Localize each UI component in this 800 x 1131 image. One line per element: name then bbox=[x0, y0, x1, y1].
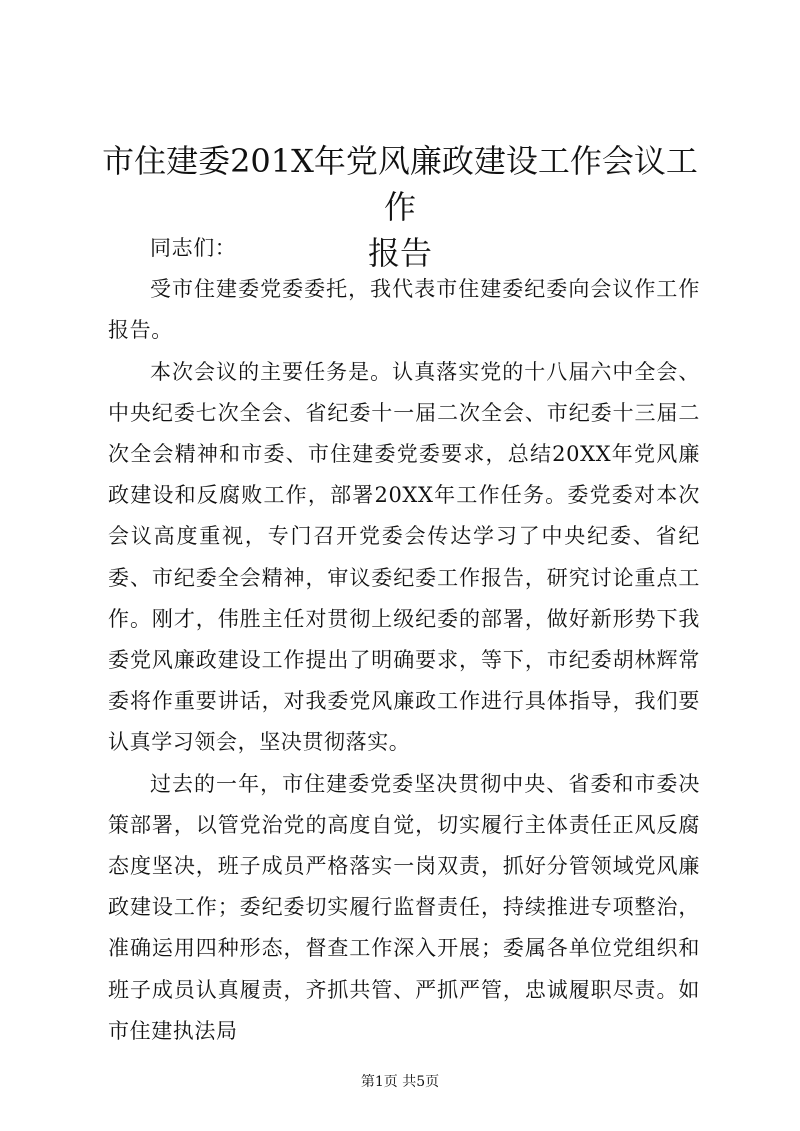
salutation: 同志们： bbox=[150, 236, 237, 260]
document-body bbox=[108, 228, 700, 1052]
paragraph: 过去的一年，市住建委党委坚决贯彻中央、省委和市委决策部署，以管党治党的高度自觉，切实履行主体责任正风反腐态度坚决，班子成员严格落实一岗双责，抓好分管领域党风廉政建设工作；委纪委切实履行监督责任，持续推进专项整治，准确运用四种形态，督查工作深入开展；委属各单位党组织和班子成员认真履责，齐抓共管、严抓严管，忠诚履职尽责。如市住建执法局 bbox=[108, 771, 700, 1043]
page-number: 第1页 共5页 bbox=[360, 1074, 440, 1090]
paragraph: 本次会议的主要任务是。认真落实党的十八届六中全会、中央纪委七次全会、省纪委十一届二次全会、市纪委十三届二次全会精神和市委、市住建委党委要求，总结20XX年党风廉政建设和反腐败工作，部署20XX年工作任务。委党委对本次会议高度重视，专门召开党委会传达学习了中央纪委、省纪委、市纪委全会精神，审议委纪委工作报告，研究讨论重点工作。刚才，伟胜主任对贯彻上级纪委的部署，做好新形势下我委党风廉政建设工作提出了明确要求，等下，市纪委胡林辉常委将作重要讲话，对我委党风廉政工作进行具体指导，我们要认真学习领会，坚决贯彻落实。 bbox=[108, 359, 700, 755]
title-line-2: 报告 bbox=[367, 234, 432, 272]
page-footer bbox=[0, 1072, 800, 1092]
title-line-1: 市住建委201X年党风廉政建设工作会议工作 bbox=[102, 142, 698, 226]
paragraph: 受市住建委党委委托，我代表市住建委纪委向会议作工作报告。 bbox=[108, 277, 700, 343]
